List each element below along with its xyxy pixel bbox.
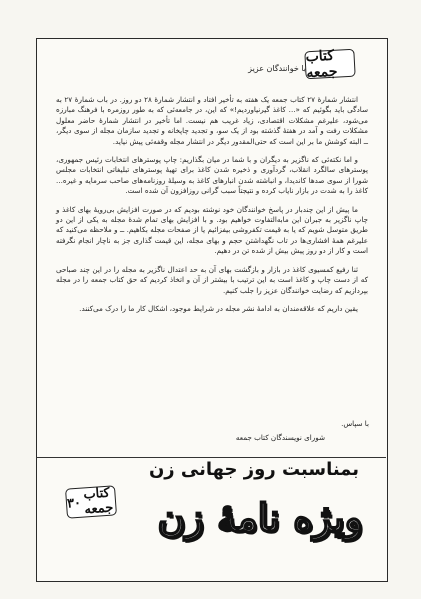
- letter-paragraph-4: ثنا رفیع کمسیوی کاغذ در بازار و بازگشت بهای آن به حد اعتدال ناگزیر به مجله را در این چند صباحی که از دست چاپ و کاغذ است به این ترتیب با بیشتر از آن و اتخاذ کردیم که حق کتاب جمعه را در مجله بپردازیم که رضایت خوانندگان عزیز را جلب کنیم.: [56, 264, 368, 295]
- signature-name: شورای نویسندگان کتاب جمعه: [235, 433, 325, 442]
- issue-number: ۳۰: [66, 495, 82, 512]
- magazine-logo-text: کتاب جمعه: [305, 47, 338, 82]
- letter-body: [56, 95, 368, 322]
- letter-paragraph-5: یقین داریم که علاقه‌مندان به ادامهٔ نشر مجله در شرایط موجود، اشکال کار ما را درک می‌کنند.: [79, 303, 358, 313]
- issue-logo-text: کتاب جمعه: [82, 485, 114, 518]
- special-issue-title: ویژه نامهٔ زن: [157, 495, 363, 540]
- letter-paragraph-2: و اما نکته‌ئی که ناگزیر به دیگران و با شما در میان بگذاریم: چاپ پوسترهای انتخابات رئیس جمهوری، پوسترهای سالگرد انقلاب، گردآوری و ذخیره شدن کاغذ برای تهیهٔ پوسترهای تبلیغاتی انتخابات مجلس شورا از سوی صدها کاندیدا، و انباشته شدن انبارهای کاغذ به وسیلهٔ روزنامه‌های صاحب سرمایه و غیره... کاغذ را به شدت در بازار نایاب کرده و نتیجتاً سبب گرانی روزافزون آن شده است.: [56, 155, 368, 196]
- letter-paragraph-3: ما پیش از این چندبار در پاسخ خوانندگان خود نوشته بودیم که در صورت افزایش بی‌رویهٔ بهای کاغذ و چاپ ناگزیر به جبران این مابه‌التفاوت خواهیم بود. و با افزایش بهای تمام شدهٔ مجله به یکی از این دو طریق متوسل شویم که یا به قیمت تکفروشی بیفزائیم یا از صفحات مجله بکاهیم. ــ و ملاحظه می‌کنید که علیرغم همهٔ افشاری‌ها در تاب نگهداشتن حجم و بهای مجله، این قیمت گذاری جز به ناچار انجام نگرفته است و کار از دو روز پیش بیش از شده تن در دهیم.: [56, 204, 368, 256]
- letter-greeting: با خوانندگان عزیز: [248, 64, 306, 73]
- occasion-heading: بمناسبت روز جهانی زن: [148, 459, 359, 480]
- issue-logo: [65, 485, 117, 518]
- section-divider: [36, 457, 386, 458]
- magazine-logo: [304, 49, 355, 80]
- signature-closing: با سپاس.: [341, 419, 369, 428]
- letter-paragraph-1: انتشار شمارهٔ ۲۷ کتاب جمعه یک هفته به تأخیر افتاد و انتشار شمارهٔ ۲۸ دو روز. در باب شمارهٔ ۲۷ به سادگی باید بگوئیم که «... کاغذ گیرنیاوردیم!» که این، در جامعه‌ئی که به طور روزمره با فرهنگ مبارزه می‌شود، علیرغم مشکلات اقتصادی، زیاد غریب هم نیست. اما تأخیر در انتشار شمارهٔ حاضر معلول مشکلات رفت و آمد در هفتهٔ گذشته بود از یک سو، و تجدید چاپخانه و تجدید سازمان مجله از سوی دیگر، ــ البته کوشش ما بر این است که حتی‌المقدور دیگر در انتشار مجله وقفه‌ئی پیش نیاید.: [56, 95, 368, 146]
- letter-signature: [236, 419, 369, 443]
